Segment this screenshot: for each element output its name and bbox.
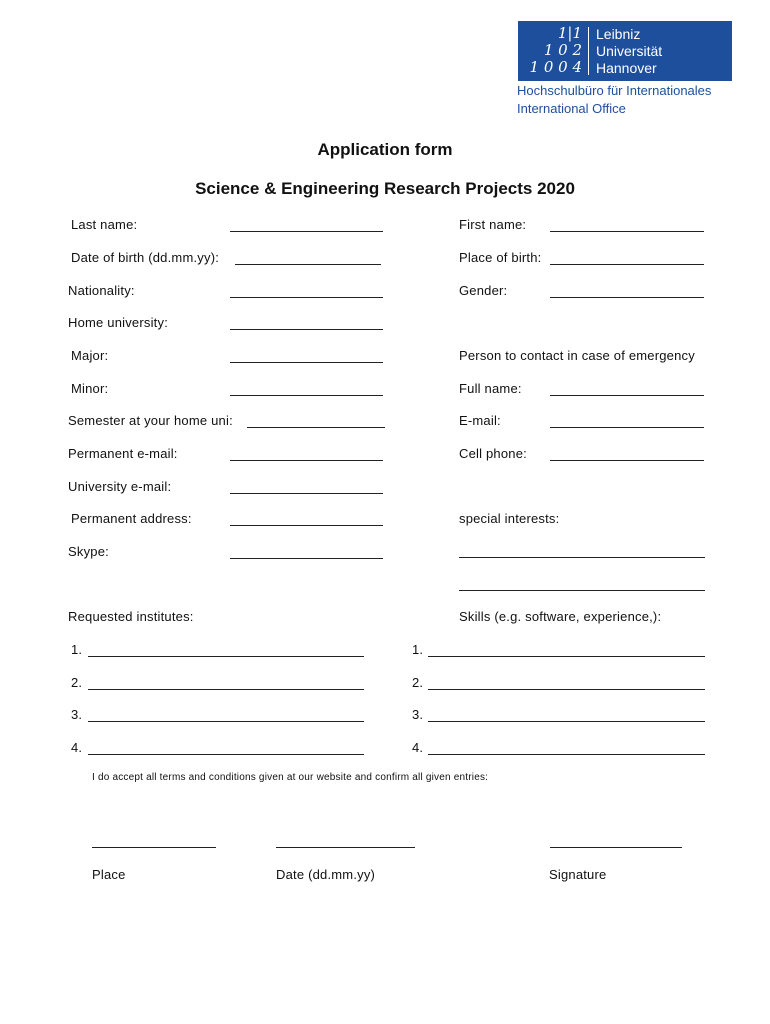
institutes-heading: Requested institutes: [68,609,194,624]
cell-phone-label: Cell phone: [459,446,527,461]
logo-digits-line-1: 1|1 [557,24,582,42]
signature-field[interactable] [550,847,682,848]
nationality-label: Nationality: [68,283,135,298]
minor-field[interactable] [230,395,383,396]
emergency-heading: Person to contact in case of emergency [459,348,695,363]
skype-label: Skype: [68,544,109,559]
gender-label: Gender: [459,283,508,298]
special-interests-field-2[interactable] [459,590,705,591]
semester-label: Semester at your home uni: [68,413,233,428]
cell-phone-field[interactable] [550,460,704,461]
skill-field-1[interactable] [428,656,705,657]
institute-number-3: 3. [71,707,83,722]
dob-field[interactable] [235,264,381,265]
skype-field[interactable] [230,558,383,559]
university-logo [518,21,732,81]
logo-name-line-3: Hannover [596,60,657,76]
full-name-label: Full name: [459,381,522,396]
perm-address-field[interactable] [230,525,383,526]
email-field[interactable] [550,427,704,428]
nationality-field[interactable] [230,297,383,298]
perm-address-label: Permanent address: [71,511,192,526]
email-label: E-mail: [459,413,501,428]
major-label: Major: [71,348,109,363]
logo-name-line-1: Leibniz [596,26,641,42]
place-of-birth-field[interactable] [550,264,704,265]
terms-statement: I do accept all terms and conditions given at our website and confirm all given entries: [92,772,489,783]
last-name-field[interactable] [230,231,383,232]
skill-number-3: 3. [412,707,424,722]
home-university-field[interactable] [230,329,383,330]
page-title: Application form [317,140,453,159]
special-interests-label: special interests: [459,511,560,526]
page-subtitle: Science & Engineering Research Projects 2020 [195,179,575,198]
place-label: Place [92,867,126,882]
date-label: Date (dd.mm.yy) [276,867,376,882]
perm-email-label: Permanent e-mail: [68,446,178,461]
home-university-label: Home university: [68,315,169,330]
office-line-2: International Office [517,101,626,116]
institute-field-1[interactable] [88,656,364,657]
place-of-birth-label: Place of birth: [459,250,542,265]
logo-digits-line-2: 1 0 2 [543,41,582,59]
logo-name-line-2: Universität [596,43,663,59]
logo-digits-line-3: 1 0 0 4 [529,58,582,76]
logo-digits [524,25,582,76]
logo-name [596,26,662,77]
first-name-field[interactable] [550,231,704,232]
uni-email-field[interactable] [230,493,383,494]
uni-email-label: University e-mail: [68,479,172,494]
skill-field-3[interactable] [428,721,705,722]
institute-number-1: 1. [71,642,83,657]
office-line-1: Hochschulbüro für Internationales [517,83,712,98]
minor-label: Minor: [71,381,109,396]
skill-number-2: 2. [412,675,424,690]
skill-number-1: 1. [412,642,424,657]
dob-label: Date of birth (dd.mm.yy): [71,250,220,265]
logo-separator [588,27,589,75]
place-field[interactable] [92,847,216,848]
skill-field-2[interactable] [428,689,705,690]
semester-field[interactable] [247,427,385,428]
perm-email-field[interactable] [230,460,383,461]
major-field[interactable] [230,362,383,363]
gender-field[interactable] [550,297,704,298]
institute-field-4[interactable] [88,754,364,755]
date-field[interactable] [276,847,415,848]
first-name-label: First name: [459,217,527,232]
institute-field-2[interactable] [88,689,364,690]
skills-heading: Skills (e.g. software, experience,): [459,609,662,624]
institute-field-3[interactable] [88,721,364,722]
full-name-field[interactable] [550,395,704,396]
signature-label: Signature [549,867,607,882]
institute-number-4: 4. [71,740,83,755]
institute-number-2: 2. [71,675,83,690]
last-name-label: Last name: [71,217,138,232]
skill-field-4[interactable] [428,754,705,755]
skill-number-4: 4. [412,740,424,755]
special-interests-field-1[interactable] [459,557,705,558]
